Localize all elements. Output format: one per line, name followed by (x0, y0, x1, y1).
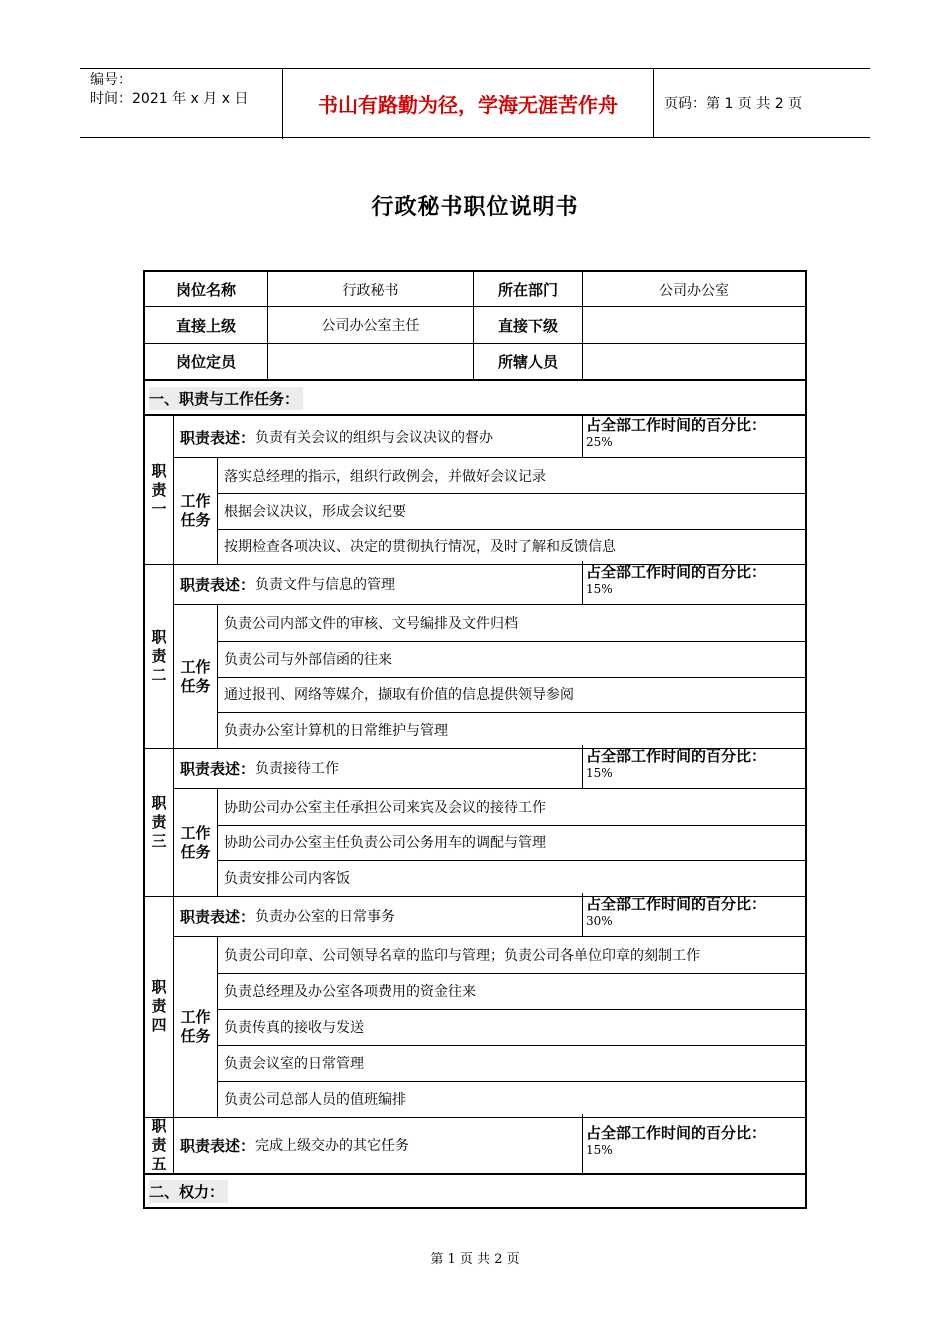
headcount-label: 岗位定员 (175, 353, 236, 371)
task-item: 负责公司内部文件的审核、文号编排及文件归档 (224, 615, 518, 632)
duty-name: 职 责 二 (151, 627, 167, 684)
department-label: 所在部门 (497, 281, 558, 299)
managed-label: 所辖人员 (497, 353, 558, 371)
duty-description (174, 896, 581, 936)
duty-name: 职 责 一 (151, 462, 167, 518)
duty-description-text: 负责有关会议的组织与会议决议的督办 (255, 430, 494, 446)
percent-label: 占全部工作时间的百分比： (586, 747, 767, 765)
page-footer: 第 1 页 共 2 页 (430, 1252, 520, 1267)
duty-description-text: 负责办公室的日常事务 (255, 909, 396, 925)
duty-name: 职 责 三 (151, 793, 167, 850)
percent-value: 15% (586, 1143, 613, 1157)
department-value: 公司办公室 (659, 282, 729, 299)
section-authority-heading (145, 1175, 809, 1207)
duty-description (174, 417, 581, 457)
superior-label: 直接上级 (175, 316, 236, 335)
duty-description-text: 负责文件与信息的管理 (255, 577, 396, 593)
document-title: 行政秘书职位说明书 (371, 195, 579, 220)
duty-description-label: 职责表述： (180, 575, 256, 594)
subordinate-value (583, 307, 805, 343)
task-item: 协助公司办公室主任负责公司公务用车的调配与管理 (224, 835, 546, 852)
duty-description-label: 职责表述： (180, 1136, 256, 1155)
percent-label: 占全部工作时间的百分比： (586, 416, 767, 434)
superior-value: 公司办公室主任 (321, 318, 420, 334)
task-item: 负责安排公司内客饭 (224, 871, 350, 888)
section-duties-text: 一、职责与工作任务： (149, 387, 303, 410)
task-item: 负责公司与外部信函的往来 (224, 651, 392, 668)
percent-value: 25% (586, 435, 613, 449)
subordinate-label: 直接下级 (497, 316, 558, 335)
percent-box (583, 748, 805, 782)
managed-value (583, 344, 805, 379)
number-label: 编号： (90, 72, 132, 88)
task-item: 落实总经理的指示，组织行政例会，并做好会议记录 (224, 468, 546, 485)
percent-box (583, 564, 805, 598)
document-header (80, 68, 870, 138)
percent-value: 15% (586, 766, 613, 780)
position-name-value: 行政秘书 (342, 282, 399, 299)
task-label: 工作 任务 (180, 492, 211, 529)
task-item: 通过报刊、网络等媒介，撷取有价值的信息提供领导参阅 (224, 687, 574, 704)
percent-box (583, 417, 805, 451)
position-name-label: 岗位名称 (175, 281, 236, 299)
task-item: 负责公司总部人员的值班编排 (224, 1092, 406, 1108)
task-item: 根据会议决议，形成会议纪要 (224, 503, 406, 520)
header-meta (80, 69, 283, 139)
section-authority-text: 二、权力： (149, 1180, 228, 1203)
duty-description-label: 职责表述： (180, 907, 256, 926)
time-label: 时间：2021 年 x 月 x 日 (90, 91, 249, 107)
task-item: 负责总经理及办公室各项费用的资金往来 (224, 984, 476, 1000)
percent-label: 占全部工作时间的百分比： (586, 563, 767, 581)
task-item: 负责公司印章、公司领导名章的监印与管理；负责公司各单位印章的刻制工作 (224, 948, 700, 964)
task-label: 工作 任务 (180, 657, 211, 695)
duty-name: 职 责 四 (151, 978, 167, 1034)
task-item: 协助公司办公室主任承担公司来宾及会议的接待工作 (224, 799, 546, 816)
task-label: 工作 任务 (180, 1008, 211, 1045)
percent-label: 占全部工作时间的百分比： (586, 1124, 767, 1142)
task-item: 按期检查各项决议、决定的贯彻执行情况，及时了解和反馈信息 (224, 539, 616, 556)
duty-name: 职 责 五 (151, 1116, 167, 1173)
percent-value: 30% (586, 914, 613, 928)
task-item: 负责传真的接收与发送 (224, 1020, 364, 1036)
duty-description-text: 负责接待工作 (255, 761, 340, 777)
percent-label: 占全部工作时间的百分比： (586, 895, 767, 913)
task-label: 工作 任务 (180, 823, 211, 861)
duty-description (174, 748, 581, 788)
section-duties-heading (145, 382, 809, 414)
header-motto: 书山有路勤为径，学海无涯苦作舟 (283, 69, 654, 137)
duty-description-text: 完成上级交办的其它任务 (255, 1138, 410, 1154)
job-description-table (143, 270, 807, 1209)
task-item: 负责会议室的日常管理 (224, 1056, 364, 1072)
percent-value: 15% (586, 582, 613, 596)
duty-description-label: 职责表述： (180, 428, 256, 447)
duty-description (174, 564, 581, 604)
duty-description-label: 职责表述： (180, 759, 256, 778)
header-page-info: 页码：第 1 页 共 2 页 (664, 96, 803, 112)
headcount-value (268, 344, 473, 379)
duty-description (174, 1117, 581, 1173)
percent-box (583, 896, 805, 930)
percent-box (583, 1125, 805, 1159)
task-item: 负责办公室计算机的日常维护与管理 (224, 723, 448, 740)
